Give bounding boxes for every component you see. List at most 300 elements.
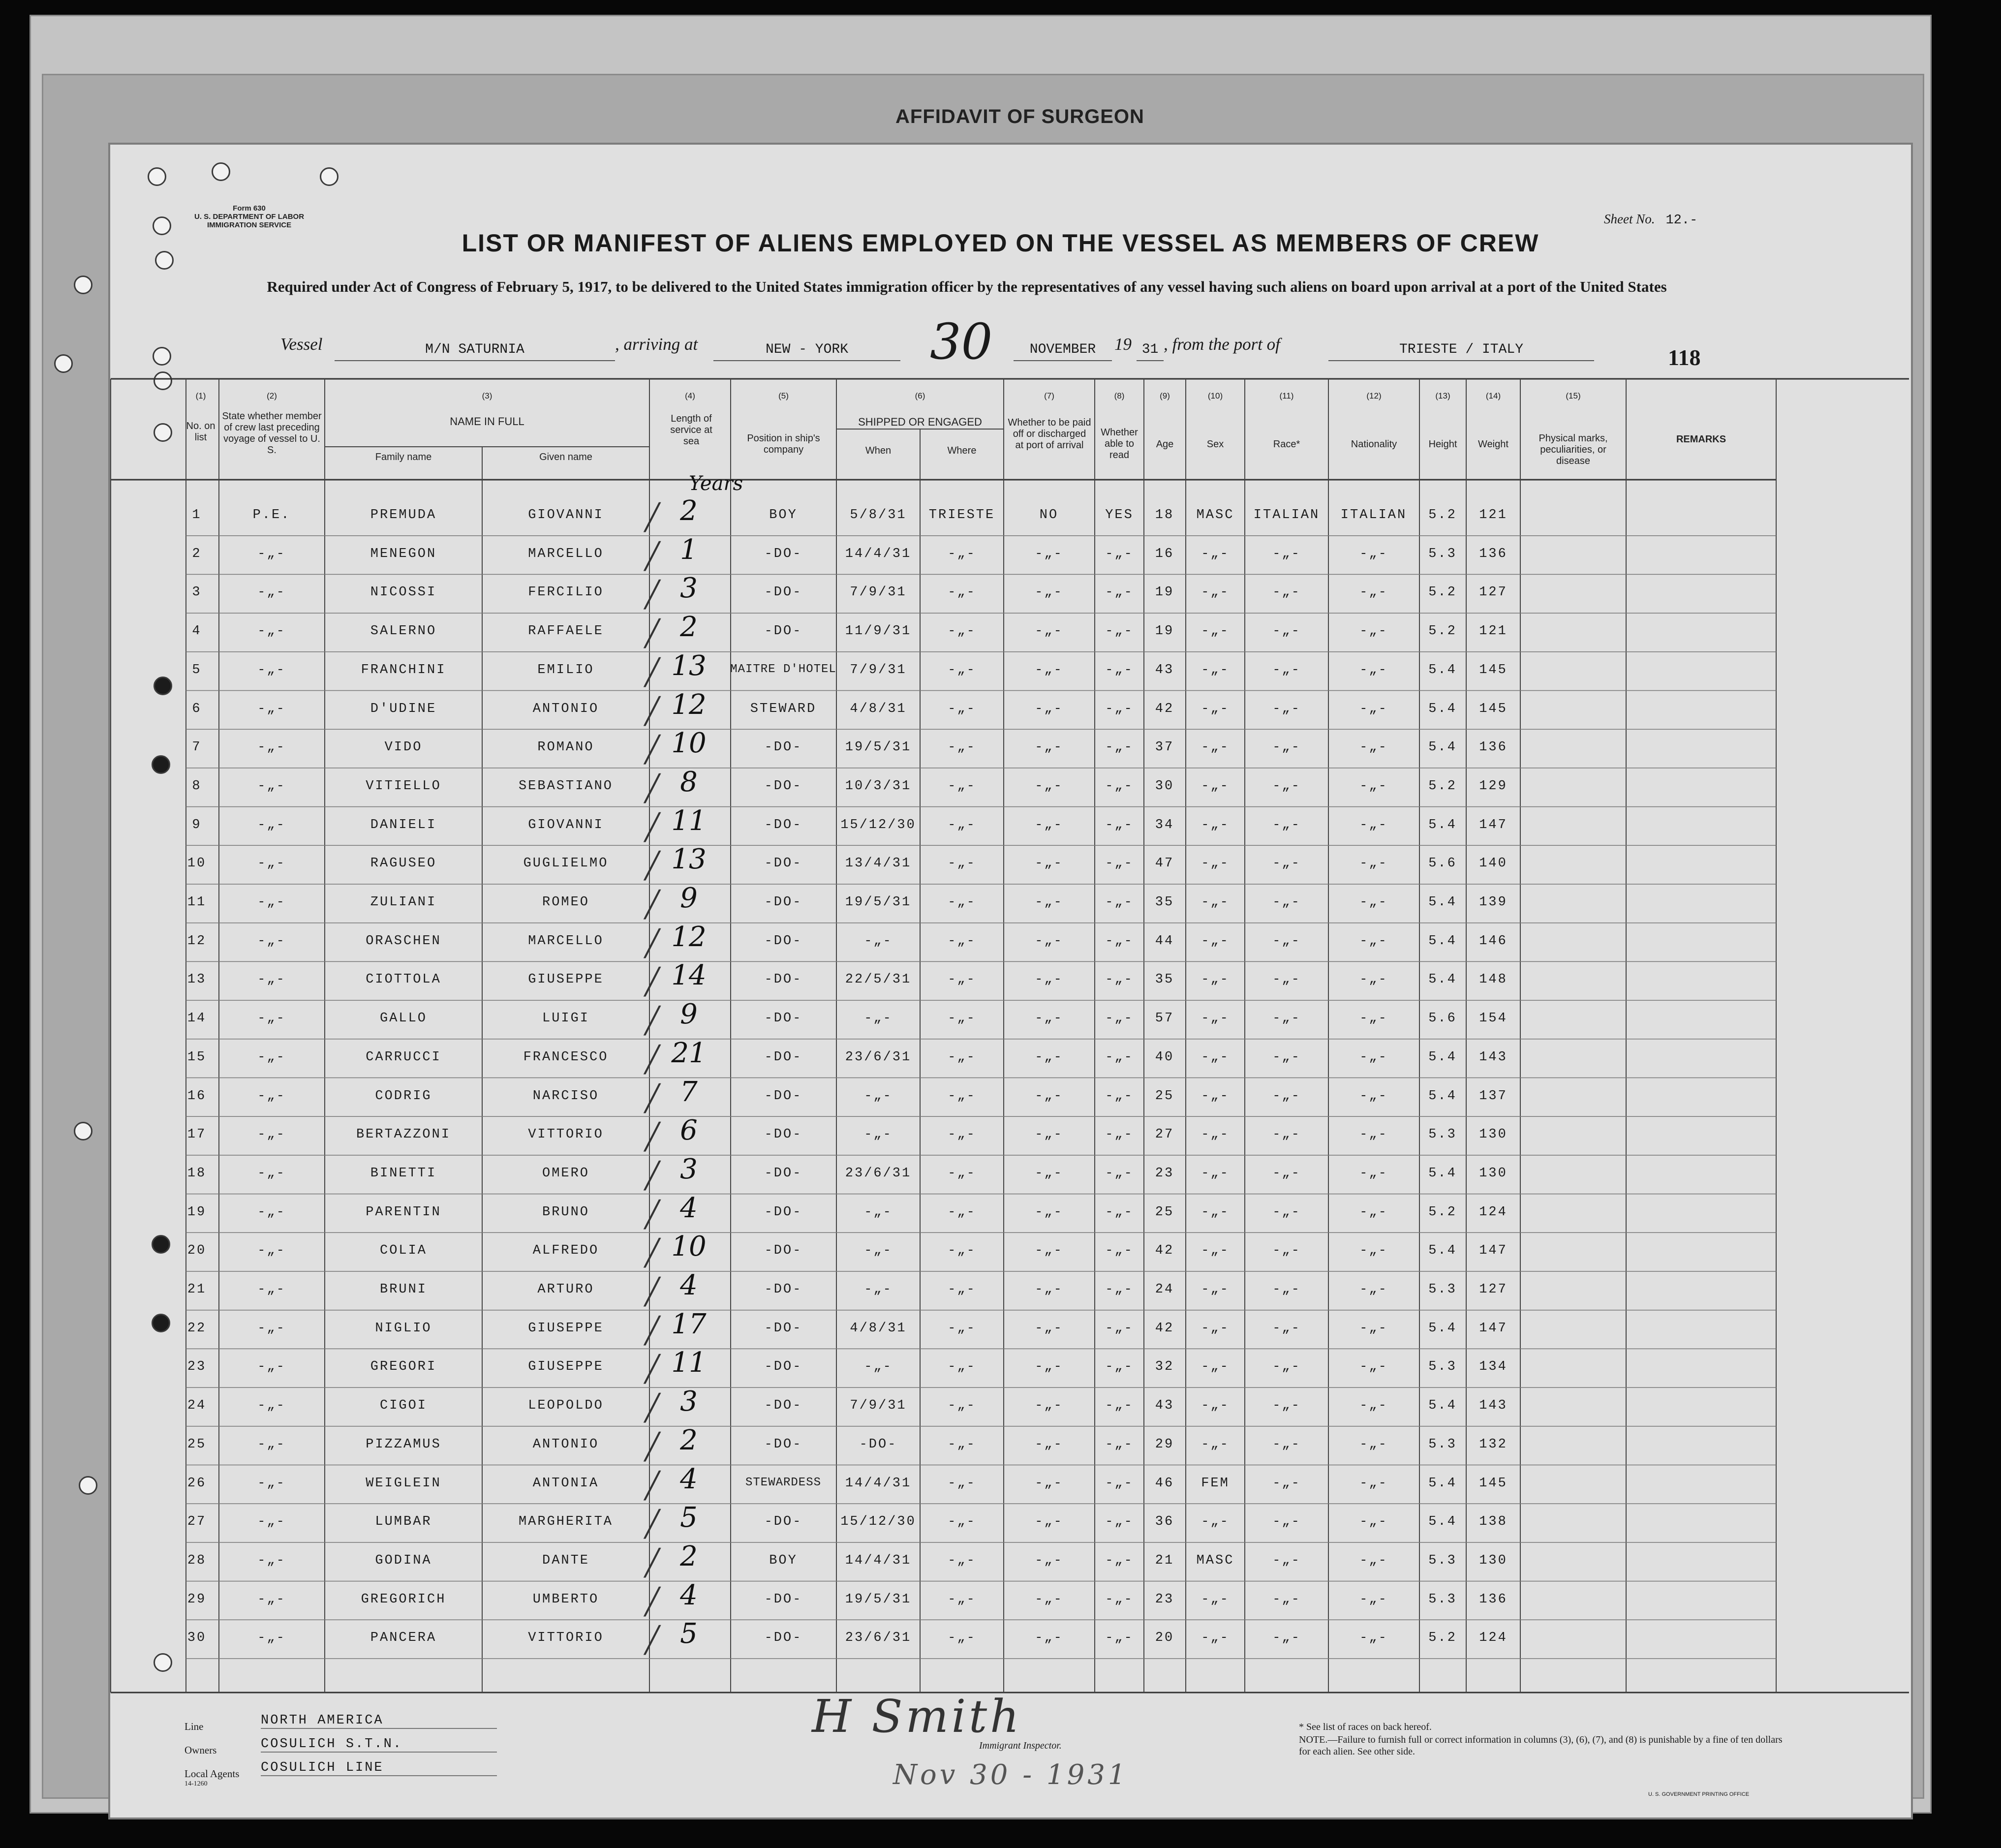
weight-cell: 140 — [1479, 856, 1508, 871]
col8-number: (8) — [1114, 391, 1125, 400]
row-number-cell: 25 — [187, 1437, 207, 1452]
paid-off-cell: -„- — [1035, 778, 1063, 794]
previous-voyage-cell: -„- — [257, 1088, 286, 1104]
shipped-when-cell: 19/5/31 — [845, 895, 912, 910]
row-number-cell: 27 — [187, 1514, 207, 1530]
family-name-cell: VIDO — [384, 740, 423, 755]
previous-voyage-cell: -„- — [257, 817, 286, 832]
col14-header: Weight — [1478, 439, 1508, 450]
paid-off-cell: -„- — [1035, 1437, 1063, 1452]
sex-cell: -„- — [1201, 1437, 1230, 1452]
given-name-cell: RAFFAELE — [528, 624, 604, 639]
length-of-service-cell: 13 — [671, 843, 707, 876]
age-cell: 35 — [1155, 895, 1174, 910]
previous-voyage-cell: -„- — [257, 1321, 286, 1336]
race-cell: -„- — [1272, 895, 1301, 910]
family-name-cell: GREGORICH — [361, 1592, 446, 1607]
shipped-where-cell: -„- — [948, 817, 976, 832]
shipped-where-cell: -„- — [948, 1166, 976, 1181]
height-cell: 5.4 — [1428, 701, 1457, 716]
paid-off-cell: -„- — [1035, 662, 1063, 678]
previous-voyage-cell: -„- — [257, 1514, 286, 1530]
paid-off-cell: -„- — [1035, 546, 1063, 561]
length-of-service-cell: 4 — [680, 1269, 698, 1301]
weight-cell: 130 — [1479, 1127, 1508, 1142]
position-cell: -DO- — [764, 624, 802, 639]
row-number-cell: 8 — [192, 778, 202, 794]
shipped-where-cell: -„- — [948, 1631, 976, 1646]
previous-voyage-cell: -„- — [257, 1359, 286, 1375]
family-name-cell: PANCERA — [370, 1631, 437, 1646]
shipped-when-cell: 19/5/31 — [845, 1592, 912, 1607]
nationality-cell: -„- — [1359, 1127, 1388, 1142]
race-cell: -„- — [1272, 1166, 1301, 1181]
sex-cell: -„- — [1201, 1631, 1230, 1646]
position-cell: -DO- — [764, 972, 802, 987]
previous-voyage-cell: -„- — [257, 546, 286, 561]
age-cell: 30 — [1155, 778, 1174, 794]
check-mark-icon: ╱ — [645, 505, 662, 534]
given-name-cell: EMILIO — [537, 662, 594, 678]
given-name-cell: ALFREDO — [532, 1243, 599, 1259]
position-cell: -DO- — [764, 1631, 802, 1646]
check-mark-icon: ╱ — [645, 1201, 662, 1231]
previous-voyage-cell: -„- — [257, 856, 286, 871]
nationality-cell: -„- — [1359, 1359, 1388, 1375]
col14-number: (14) — [1485, 391, 1501, 400]
able-to-read-cell: -„- — [1105, 778, 1134, 794]
nationality-cell: -„- — [1359, 701, 1388, 716]
position-cell: -DO- — [764, 1011, 802, 1026]
col2-number: (2) — [267, 391, 277, 400]
shipped-when-cell: -DO- — [859, 1437, 897, 1452]
nationality-cell: -„- — [1359, 1631, 1388, 1646]
nationality-cell: -„- — [1359, 856, 1388, 871]
shipped-where-cell: TRIESTE — [928, 508, 995, 523]
nationality-cell: -„- — [1359, 895, 1388, 910]
paid-off-cell: -„- — [1035, 1321, 1063, 1336]
col9-header: Age — [1156, 439, 1174, 450]
position-cell: -DO- — [764, 1514, 802, 1530]
length-of-service-cell: 9 — [680, 998, 698, 1031]
given-name-cell: DANTE — [542, 1553, 590, 1568]
shipped-where-cell: -„- — [948, 701, 976, 716]
paid-off-cell: -„- — [1035, 1088, 1063, 1104]
sex-cell: MASC — [1196, 1553, 1234, 1568]
position-cell: BOY — [769, 1553, 798, 1568]
sex-cell: -„- — [1201, 1243, 1230, 1259]
race-cell: -„- — [1272, 740, 1301, 755]
height-cell: 5.4 — [1428, 1321, 1457, 1336]
race-cell: -„- — [1272, 1398, 1301, 1414]
col13-header: Height — [1428, 439, 1457, 450]
check-mark-icon: ╱ — [645, 1395, 662, 1425]
paid-off-cell: -„- — [1035, 817, 1063, 832]
shipped-when-cell: 19/5/31 — [845, 740, 912, 755]
length-of-service-cell: 2 — [680, 1424, 698, 1456]
height-cell: 5.2 — [1428, 1631, 1457, 1646]
shipped-when-cell: -„- — [864, 1282, 893, 1297]
length-of-service-cell: 10 — [671, 727, 707, 760]
age-cell: 23 — [1155, 1592, 1174, 1607]
service-name: IMMIGRATION SERVICE — [207, 221, 292, 229]
given-name-cell: ROMANO — [537, 740, 594, 755]
shipped-where-cell: -„- — [948, 1398, 976, 1414]
given-name-cell: LUIGI — [542, 1011, 590, 1026]
able-to-read-cell: -„- — [1105, 1282, 1134, 1297]
paid-off-cell: -„- — [1035, 1243, 1063, 1259]
previous-voyage-cell: -„- — [257, 1011, 286, 1026]
check-mark-icon: ╱ — [645, 1163, 662, 1192]
inspector-label: Immigrant Inspector. — [979, 1740, 1062, 1751]
nationality-cell: -„- — [1359, 740, 1388, 755]
nationality-cell: -„- — [1359, 1049, 1388, 1065]
nationality-cell: -„- — [1359, 1321, 1388, 1336]
nationality-cell: -„- — [1359, 1514, 1388, 1530]
family-name-cell: NIGLIO — [375, 1321, 432, 1336]
able-to-read-cell: -„- — [1105, 933, 1134, 949]
shipped-where-cell: -„- — [948, 546, 976, 561]
sex-cell: -„- — [1201, 1321, 1230, 1336]
weight-cell: 145 — [1479, 1476, 1508, 1491]
family-name-cell: BERTAZZONI — [356, 1127, 451, 1142]
race-cell: ITALIAN — [1253, 508, 1320, 523]
when-header: When — [865, 445, 892, 456]
sheet-number-label: Sheet No. — [1604, 212, 1655, 226]
shipped-when-cell: 23/6/31 — [845, 1049, 912, 1065]
row-number-cell: 19 — [187, 1204, 207, 1220]
col10-number: (10) — [1207, 391, 1223, 400]
penalty-note: NOTE.—Failure to furnish full or correct information in columns (3), (6), (7), and (8) is punishable by a fine of ten dollars for each alien. See other side. — [1299, 1734, 1783, 1757]
row-number-cell: 24 — [187, 1398, 207, 1414]
sex-cell: -„- — [1201, 778, 1230, 794]
col7-header: Whether to be paid off or discharged at port of arrival — [1008, 417, 1091, 451]
shipped-where-cell: -„- — [948, 972, 976, 987]
weight-cell: 147 — [1479, 1321, 1508, 1336]
shipped-when-cell: -„- — [864, 1127, 893, 1142]
nationality-cell: -„- — [1359, 546, 1388, 561]
col11-number: (11) — [1279, 391, 1294, 400]
nationality-cell: -„- — [1359, 1553, 1388, 1568]
year-suffix: 31 — [1137, 339, 1164, 361]
able-to-read-cell: -„- — [1105, 856, 1134, 871]
sex-cell: -„- — [1201, 740, 1230, 755]
check-mark-icon: ╱ — [645, 1511, 662, 1541]
nationality-cell: -„- — [1359, 778, 1388, 794]
race-cell: -„- — [1272, 1514, 1301, 1530]
nationality-cell: -„- — [1359, 1166, 1388, 1181]
able-to-read-cell: -„- — [1105, 1514, 1134, 1530]
previous-voyage-cell: -„- — [257, 1592, 286, 1607]
given-name-header: Given name — [539, 452, 592, 462]
previous-voyage-cell: -„- — [257, 1437, 286, 1452]
family-name-cell: D'UDINE — [370, 701, 437, 716]
row-number-cell: 22 — [187, 1321, 207, 1336]
shipped-where-cell: -„- — [948, 856, 976, 871]
able-to-read-cell: -„- — [1105, 1243, 1134, 1259]
length-of-service-cell: 5 — [680, 1618, 698, 1650]
length-of-service-cell: 12 — [671, 688, 707, 721]
position-cell: MAITRE D'HOTEL — [730, 662, 836, 676]
shipped-where-cell: -„- — [948, 662, 976, 678]
check-mark-icon: ╱ — [645, 1473, 662, 1502]
row-number-cell: 4 — [192, 624, 202, 639]
col11-header: Race* — [1273, 439, 1300, 450]
race-cell: -„- — [1272, 1088, 1301, 1104]
shipped-when-cell: 13/4/31 — [845, 856, 912, 871]
col12-number: (12) — [1366, 391, 1382, 400]
check-mark-icon: ╱ — [645, 814, 662, 844]
page-title: LIST OR MANIFEST OF ALIENS EMPLOYED ON THE VESSEL AS MEMBERS OF CREW — [462, 229, 1539, 257]
row-number-cell: 11 — [187, 895, 207, 910]
given-name-cell: ANTONIO — [532, 1437, 599, 1452]
row-number-cell: 23 — [187, 1359, 207, 1375]
given-name-cell: GIUSEPPE — [528, 972, 604, 987]
previous-voyage-cell: -„- — [257, 933, 286, 949]
race-cell: -„- — [1272, 856, 1301, 871]
shipped-when-cell: 14/4/31 — [845, 1553, 912, 1568]
weight-cell: 130 — [1479, 1166, 1508, 1181]
previous-voyage-cell: -„- — [257, 1166, 286, 1181]
height-cell: 5.3 — [1428, 1127, 1457, 1142]
shipped-where-cell: -„- — [948, 624, 976, 639]
weight-cell: 143 — [1479, 1049, 1508, 1065]
nationality-cell: -„- — [1359, 933, 1388, 949]
position-cell: -DO- — [764, 1359, 802, 1375]
able-to-read-cell: -„- — [1105, 1553, 1134, 1568]
paid-off-cell: -„- — [1035, 1204, 1063, 1220]
col9-number: (9) — [1160, 391, 1170, 400]
height-cell: 5.6 — [1428, 1011, 1457, 1026]
height-cell: 5.4 — [1428, 1049, 1457, 1065]
sex-cell: -„- — [1201, 933, 1230, 949]
weight-cell: 147 — [1479, 1243, 1508, 1259]
shipped-where-cell: -„- — [948, 1011, 976, 1026]
paid-off-cell: -„- — [1035, 1282, 1063, 1297]
family-name-cell: SALERNO — [370, 624, 437, 639]
position-cell: -DO- — [764, 1592, 802, 1607]
given-name-cell: GIUSEPPE — [528, 1321, 604, 1336]
row-number-cell: 21 — [187, 1282, 207, 1297]
paid-off-cell: -„- — [1035, 895, 1063, 910]
age-cell: 27 — [1155, 1127, 1174, 1142]
height-cell: 5.4 — [1428, 662, 1457, 678]
family-name-cell: PARENTIN — [366, 1204, 441, 1220]
col10-header: Sex — [1206, 439, 1224, 450]
given-name-cell: MARCELLO — [528, 546, 604, 561]
position-cell: -DO- — [764, 1204, 802, 1220]
age-cell: 37 — [1155, 740, 1174, 755]
check-mark-icon: ╱ — [645, 1124, 662, 1154]
length-of-service-cell: 5 — [680, 1502, 698, 1534]
height-cell: 5.2 — [1428, 624, 1457, 639]
previous-voyage-cell: -„- — [257, 1476, 286, 1491]
previous-voyage-cell: -„- — [257, 662, 286, 678]
shipped-where-cell: -„- — [948, 1476, 976, 1491]
local-agents-label: Local Agents — [185, 1768, 240, 1780]
given-name-cell: LEOPOLDO — [528, 1398, 604, 1414]
shipped-when-cell: 5/8/31 — [850, 508, 907, 523]
shipped-when-cell: -„- — [864, 1204, 893, 1220]
height-cell: 5.2 — [1428, 585, 1457, 600]
position-cell: -DO- — [764, 1127, 802, 1142]
paid-off-cell: -„- — [1035, 701, 1063, 716]
sex-cell: -„- — [1201, 585, 1230, 600]
age-cell: 36 — [1155, 1514, 1174, 1530]
previous-voyage-cell: -„- — [257, 1553, 286, 1568]
given-name-cell: ROMEO — [542, 895, 590, 910]
previous-voyage-cell: -„- — [257, 1127, 286, 1142]
owners-label: Owners — [185, 1744, 217, 1756]
sex-cell: -„- — [1201, 546, 1230, 561]
race-cell: -„- — [1272, 1282, 1301, 1297]
family-name-cell: MENEGON — [370, 546, 437, 561]
age-cell: 35 — [1155, 972, 1174, 987]
age-cell: 24 — [1155, 1282, 1174, 1297]
race-cell: -„- — [1272, 701, 1301, 716]
col1-number: (1) — [195, 391, 206, 400]
col4-header: Length of service at sea — [670, 413, 712, 447]
able-to-read-cell: -„- — [1105, 1321, 1134, 1336]
check-mark-icon: ╱ — [645, 930, 662, 960]
col1-header: No. on list — [186, 421, 215, 443]
race-cell: -„- — [1272, 1204, 1301, 1220]
race-cell: -„- — [1272, 1011, 1301, 1026]
given-name-cell: UMBERTO — [532, 1592, 599, 1607]
previous-voyage-cell: -„- — [257, 895, 286, 910]
paid-off-cell: -„- — [1035, 856, 1063, 871]
row-number-cell: 29 — [187, 1592, 207, 1607]
sex-cell: -„- — [1201, 817, 1230, 832]
weight-cell: 124 — [1479, 1204, 1508, 1220]
previous-voyage-cell: -„- — [257, 740, 286, 755]
col6-header: SHIPPED OR ENGAGED — [858, 416, 982, 428]
family-name-cell: PREMUDA — [370, 508, 437, 523]
shipped-when-cell: 10/3/31 — [845, 778, 912, 794]
family-name-cell: LUMBAR — [375, 1514, 432, 1530]
check-mark-icon: ╱ — [645, 543, 662, 573]
height-cell: 5.4 — [1428, 1398, 1457, 1414]
row-number-cell: 10 — [187, 856, 207, 871]
given-name-cell: OMERO — [542, 1166, 590, 1181]
nationality-cell: -„- — [1359, 1398, 1388, 1414]
position-cell: -DO- — [764, 740, 802, 755]
shipped-where-cell: -„- — [948, 1243, 976, 1259]
shipped-where-cell: -„- — [948, 778, 976, 794]
form-number: Form 630 — [233, 204, 266, 213]
paid-off-cell: -„- — [1035, 1359, 1063, 1375]
given-name-cell: NARCISO — [532, 1088, 599, 1104]
row-number-cell: 28 — [187, 1553, 207, 1568]
year-prefix: 19 — [1114, 335, 1132, 354]
col5-header: Position in ship's company — [747, 433, 820, 455]
shipped-where-cell: -„- — [948, 1592, 976, 1607]
sex-cell: -„- — [1201, 1359, 1230, 1375]
position-cell: -DO- — [764, 1243, 802, 1259]
position-cell: -DO- — [764, 1282, 802, 1297]
position-cell: -DO- — [764, 856, 802, 871]
family-name-cell: PIZZAMUS — [366, 1437, 441, 1452]
sex-cell: -„- — [1201, 1049, 1230, 1065]
race-cell: -„- — [1272, 972, 1301, 987]
length-of-service-cell: 3 — [680, 1153, 698, 1185]
nationality-cell: -„- — [1359, 1476, 1388, 1491]
age-cell: 19 — [1155, 585, 1174, 600]
length-of-service-cell: 14 — [671, 959, 707, 992]
sex-cell: -„- — [1201, 1282, 1230, 1297]
family-name-cell: COLIA — [379, 1243, 428, 1259]
paid-off-cell: -„- — [1035, 740, 1063, 755]
paid-off-cell: -„- — [1035, 1398, 1063, 1414]
able-to-read-cell: -„- — [1105, 1204, 1134, 1220]
race-cell: -„- — [1272, 778, 1301, 794]
shipped-where-cell: -„- — [948, 1127, 976, 1142]
given-name-cell: MARCELLO — [528, 933, 604, 949]
sex-cell: -„- — [1201, 662, 1230, 678]
sex-cell: -„- — [1201, 624, 1230, 639]
length-of-service-cell: 11 — [671, 804, 707, 837]
race-cell: -„- — [1272, 933, 1301, 949]
given-name-cell: VITTORIO — [528, 1631, 604, 1646]
col12-header: Nationality — [1351, 439, 1397, 450]
weight-cell: 146 — [1479, 933, 1508, 949]
length-of-service-cell: 6 — [680, 1114, 698, 1147]
race-cell: -„- — [1272, 624, 1301, 639]
position-cell: -DO- — [764, 546, 802, 561]
row-number-cell: 5 — [192, 662, 202, 678]
weight-cell: 127 — [1479, 1282, 1508, 1297]
previous-voyage-cell: -„- — [257, 1631, 286, 1646]
row-number-cell: 26 — [187, 1476, 207, 1491]
race-cell: -„- — [1272, 1553, 1301, 1568]
family-name-cell: WEIGLEIN — [366, 1476, 441, 1491]
affidavit-heading: AFFIDAVIT OF SURGEON — [895, 106, 1144, 127]
position-cell: STEWARDESS — [745, 1476, 822, 1489]
race-cell: -„- — [1272, 817, 1301, 832]
weight-cell: 145 — [1479, 701, 1508, 716]
able-to-read-cell: -„- — [1105, 1088, 1134, 1104]
able-to-read-cell: YES — [1105, 508, 1134, 523]
shipped-when-cell: -„- — [864, 1359, 893, 1375]
previous-voyage-cell: -„- — [257, 701, 286, 716]
check-mark-icon: ╱ — [645, 621, 662, 650]
height-cell: 5.3 — [1428, 1359, 1457, 1375]
length-of-service-cell: 4 — [680, 1192, 698, 1224]
age-cell: 18 — [1155, 508, 1174, 523]
length-of-service-cell: 2 — [680, 1540, 698, 1572]
position-cell: -DO- — [764, 817, 802, 832]
nationality-cell: -„- — [1359, 1243, 1388, 1259]
length-of-service-cell: 2 — [680, 611, 698, 644]
height-cell: 5.4 — [1428, 740, 1457, 755]
check-mark-icon: ╱ — [645, 1240, 662, 1270]
check-mark-icon: ╱ — [645, 1318, 662, 1347]
sex-cell: -„- — [1201, 701, 1230, 716]
given-name-cell: FRANCESCO — [523, 1049, 609, 1065]
nationality-cell: -„- — [1359, 1011, 1388, 1026]
family-name-cell: GREGORI — [370, 1359, 437, 1375]
weight-cell: 129 — [1479, 778, 1508, 794]
family-name-cell: CIGOI — [379, 1398, 428, 1414]
row-number-cell: 2 — [192, 546, 202, 561]
age-cell: 40 — [1155, 1049, 1174, 1065]
shipped-where-cell: -„- — [948, 740, 976, 755]
length-of-service-cell: 17 — [671, 1308, 707, 1340]
length-of-service-cell: 9 — [680, 882, 698, 914]
vessel-name: M/N SATURNIA — [335, 339, 615, 361]
row-number-cell: 18 — [187, 1166, 207, 1181]
nationality-cell: -„- — [1359, 624, 1388, 639]
